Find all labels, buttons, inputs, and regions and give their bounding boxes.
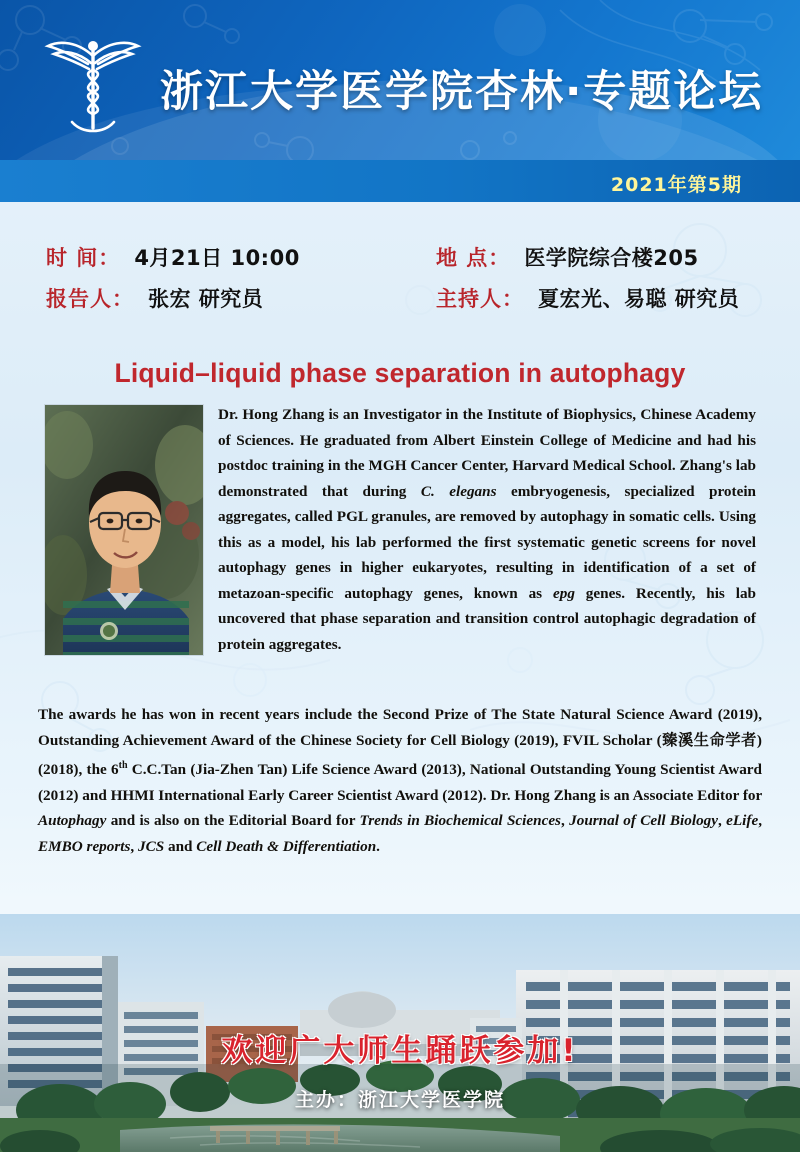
- speaker-bio: Dr. Hong Zhang is an Investigator in the Institute of Biophysics, Chinese Academy of Sciences. He graduated from Albert Einstein College of Medicine and had his postdoc training in the MGH Cancer Center, Harvard Medical School. Zhang's lab demonstrated that during C. elegans embryogenesis, specialized protein aggregates, called PGL granules, are removed by autophagy in somatic cells. Using this as a model, his lab performed the first systematic genetic screens for novel autophagy genes in higher eukaryotes, resulting in identification of a set of metazoan-specific autophagy genes, known as epg genes. Recently, his lab uncovered that phase separation and transition control autophagic degradation of protein aggregates.: [218, 406, 756, 653]
- event-info-block: [46, 242, 756, 318]
- speaker-awards: The awards he has won in recent years include the Second Prize of The State Natural Science Award (2019), Outstanding Achievement Award of the Chinese Society for Cell Biology (2019), FVIL Scholar (臻溪生命学者) (2018), the 6th C.C.Tan (Jia-Zhen Tan) Life Science Award (2013), National Outstanding Young Scientist Award (2012) and HHMI International Early Career Scientist Award (2012). Dr. Hong Zhang is an Associate Editor for Autophagy and is also on the Editorial Board for Trends in Biochemical Sciences, Journal of Cell Biology, eLife, EMBO reports, JCS and Cell Death & Differentiation.: [38, 706, 762, 855]
- info-row-speaker: [46, 283, 436, 318]
- talk-title: Liquid–liquid phase separation in autophagy: [114, 358, 686, 388]
- place-value: 医学院综合楼205: [524, 246, 699, 270]
- host-organization: 主办：浙江大学医学院: [294, 1089, 505, 1111]
- issue-number: 2021年第5期: [610, 174, 742, 196]
- host-value: 夏宏光、易聪 研究员: [538, 287, 740, 311]
- info-row-host: [436, 283, 756, 318]
- place-label: 地 点：: [436, 246, 511, 270]
- time-label: 时 间：: [46, 246, 121, 270]
- speaker-portrait: [44, 404, 204, 656]
- poster-header: [0, 0, 800, 160]
- caduceus-medical-logo: [38, 30, 148, 138]
- host-label: 主持人：: [436, 287, 524, 311]
- info-row-place: [436, 242, 756, 277]
- speaker-value: 张宏 研究员: [148, 287, 264, 311]
- speaker-label: 报告人：: [46, 287, 134, 311]
- welcome-slogan: 欢迎广大师生踊跃参加!: [221, 1033, 579, 1069]
- info-row-time: [46, 242, 436, 277]
- page-title: 浙江大学医学院杏林·专题论坛: [160, 67, 764, 117]
- time-value: 4月21日 10:00: [134, 246, 300, 270]
